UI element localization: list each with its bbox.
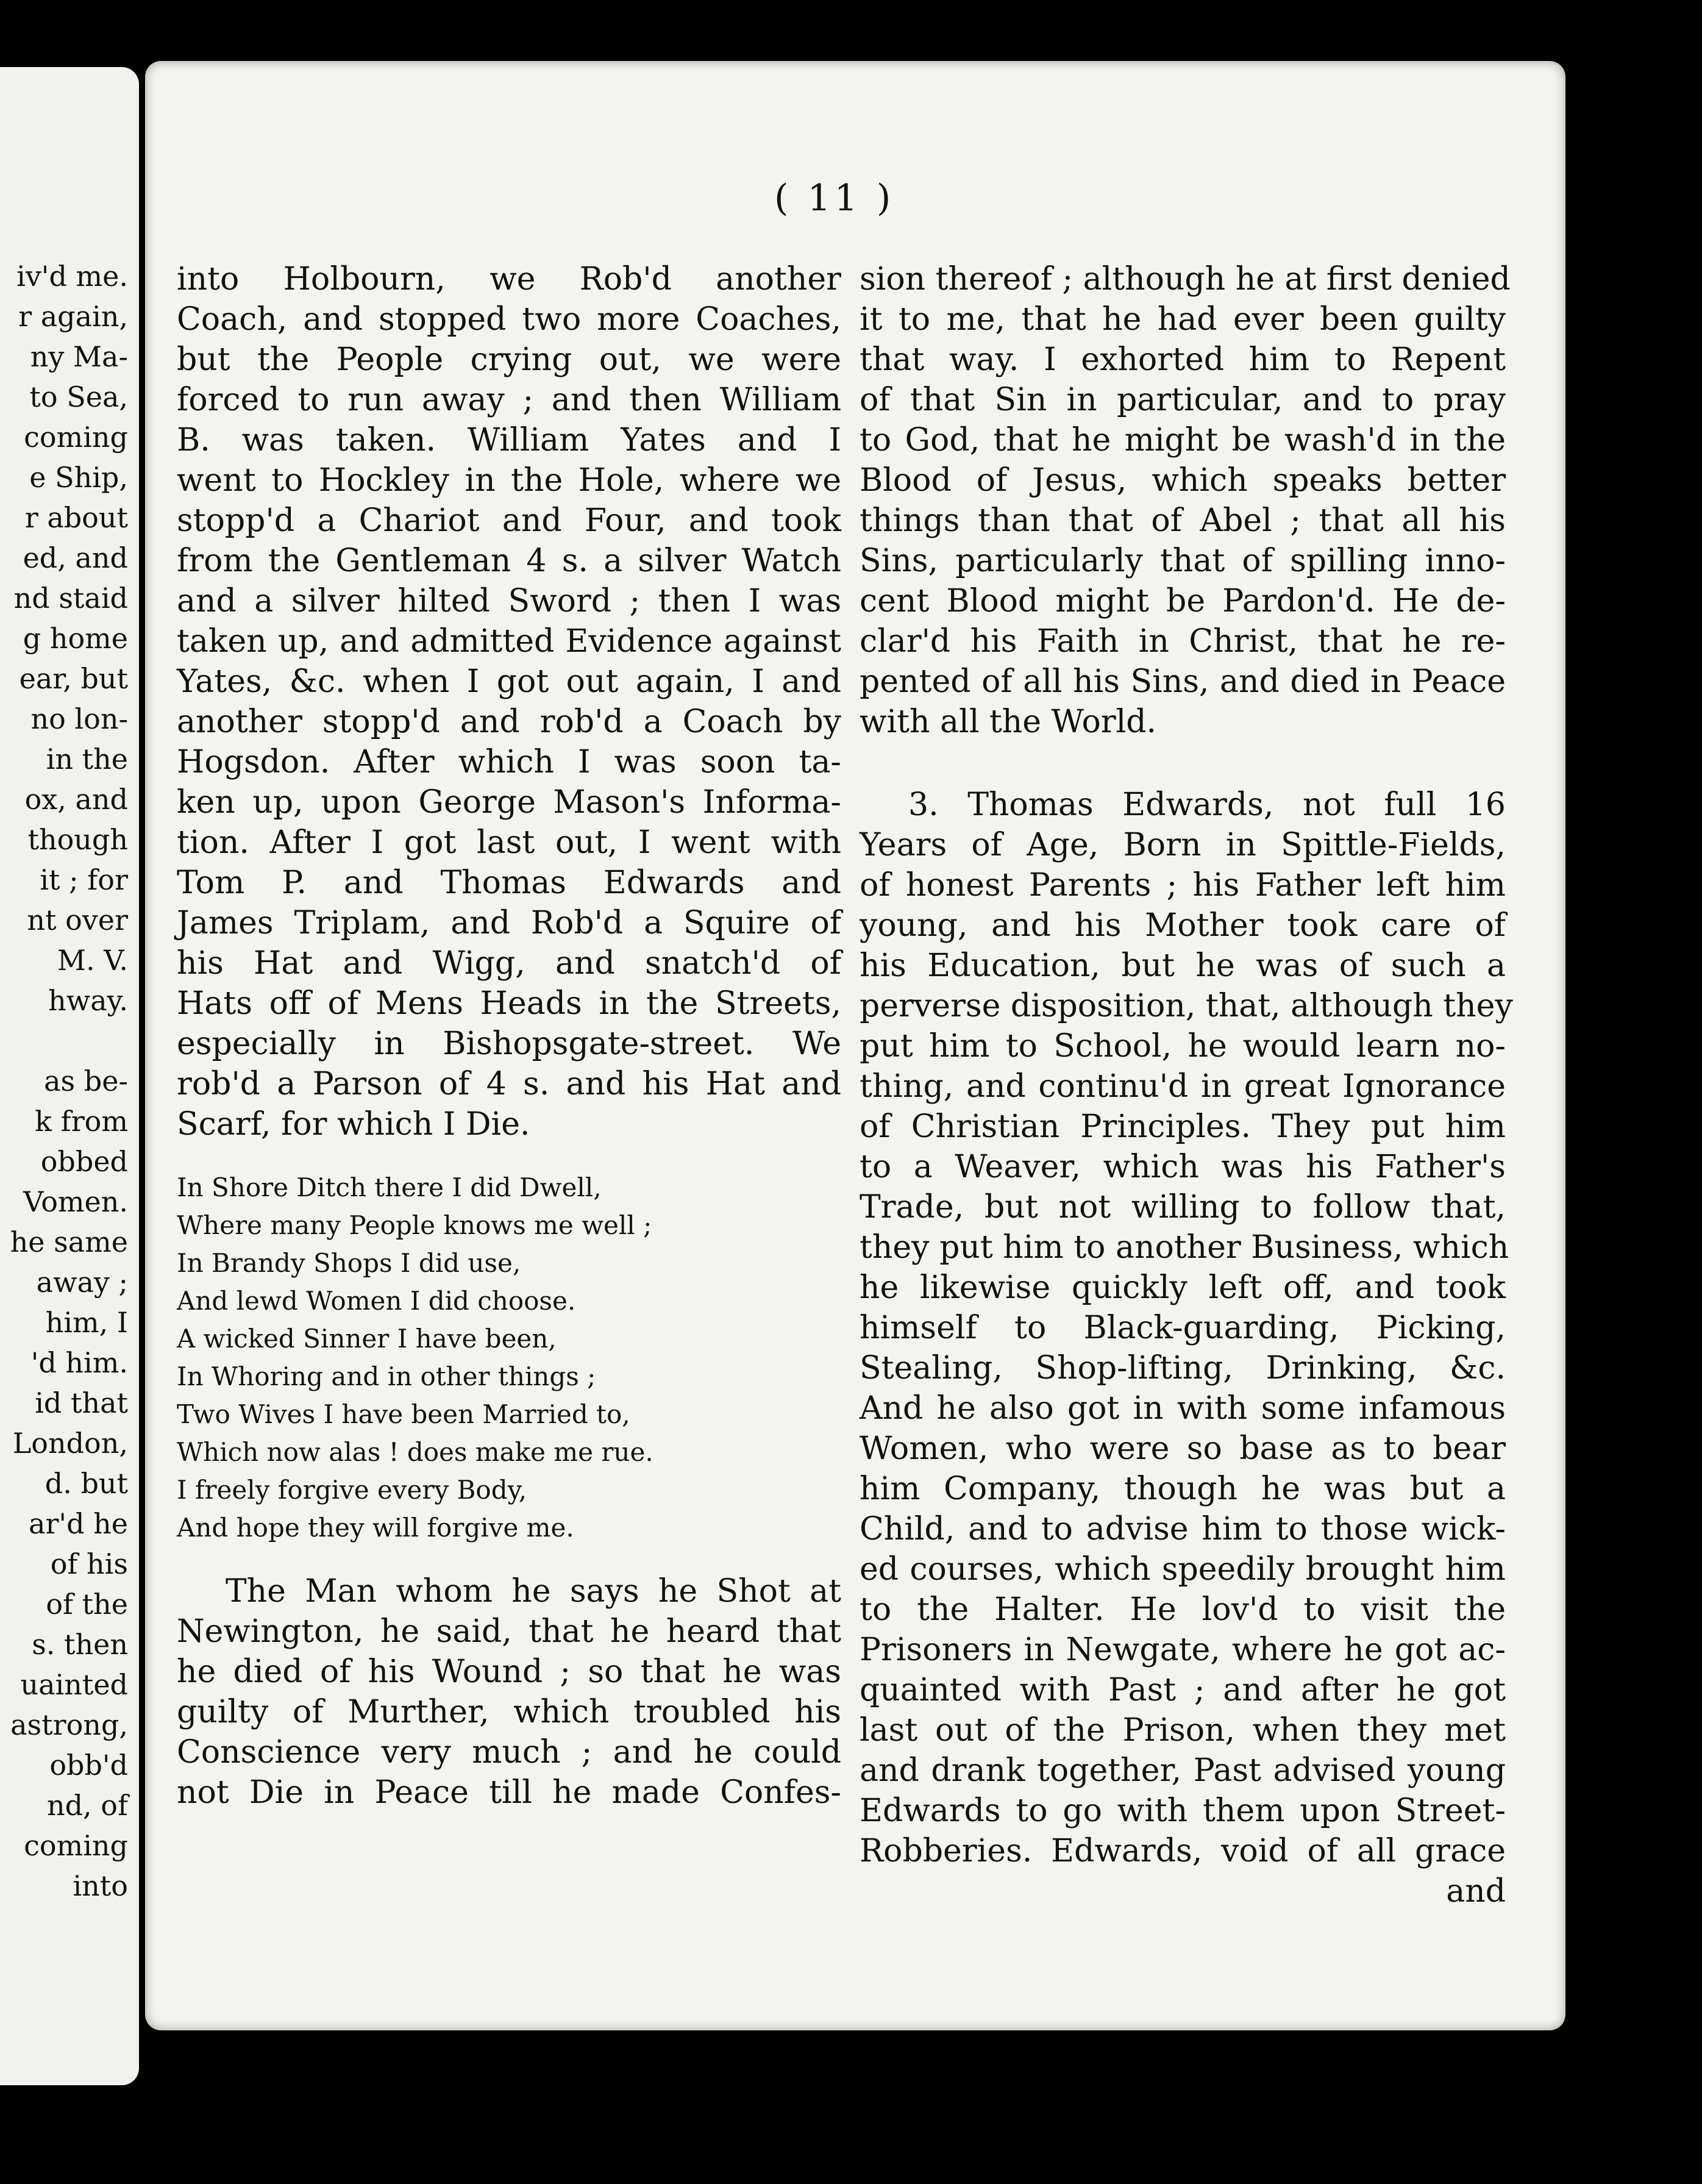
text-line: Yates, &c. when I got out again, I and: [177, 663, 841, 700]
text-line: Newington, he said, that he heard that: [177, 1613, 841, 1650]
facing-page-text: of his: [50, 1547, 128, 1580]
facing-page-text: ny Ma-: [30, 340, 128, 373]
text-line: Trade, but not willing to follow that,: [860, 1189, 1506, 1226]
text-line: rob'd a Parson of 4 s. and his Hat and: [177, 1066, 841, 1102]
facing-page-text: iv'd me.: [16, 260, 128, 293]
text-line: B. was taken. William Yates and I: [177, 422, 841, 459]
right-column: [860, 259, 1513, 1911]
facing-page-text: g home: [23, 622, 128, 655]
text-line: of that Sin in particular, and to pray: [860, 382, 1506, 418]
text-line: forced to run away ; and then William: [177, 382, 841, 418]
verse-line: And hope they will forgive me.: [177, 1513, 574, 1543]
left-prose-1: [177, 259, 841, 1144]
text-line: thing, and continu'd in great Ignorance: [860, 1068, 1506, 1105]
text-line: sion thereof ; although he at first denied: [860, 261, 1511, 298]
facing-page-text: nt over: [27, 904, 128, 937]
verse-line: In Shore Ditch there I did Dwell,: [177, 1172, 602, 1202]
text-line: pented of all his Sins, and died in Peace: [860, 663, 1506, 700]
text-line: Hogsdon. After which I was soon ta-: [177, 744, 841, 780]
text-line: Tom P. and Thomas Edwards and: [177, 865, 841, 901]
text-line: he likewise quickly left off, and took: [860, 1269, 1506, 1306]
text-line: and a silver hilted Sword ; then I was: [177, 583, 841, 619]
facing-page-text: d. but: [45, 1467, 128, 1500]
facing-page-text: hway.: [48, 984, 128, 1017]
facing-page-text: of the: [46, 1588, 128, 1621]
verse-line: Where many People knows me well ;: [177, 1210, 652, 1240]
text-line: Blood of Jesus, which speaks better: [860, 462, 1506, 499]
verse-line: A wicked Sinner I have been,: [177, 1324, 557, 1354]
facing-page-text: r about: [24, 501, 128, 534]
facing-page-text: nd, of: [46, 1789, 128, 1822]
text-line: of honest Parents ; his Father left him: [860, 867, 1506, 904]
text-line: taken up, and admitted Evidence against: [177, 623, 841, 660]
text-line: guilty of Murther, which troubled his: [177, 1694, 841, 1730]
facing-page-text: ar'd he: [29, 1507, 128, 1540]
text-line: they put him to another Business, which: [860, 1229, 1509, 1266]
facing-page-text: e Ship,: [29, 461, 128, 494]
left-prose-2: [177, 1571, 841, 1813]
facing-page-text: to Sea,: [29, 380, 128, 413]
verse-line: In Whoring and in other things ;: [177, 1361, 596, 1391]
text-line: Child, and to advise him to those wick-: [860, 1511, 1506, 1547]
paragraph-gap: [860, 742, 1506, 785]
text-line: went to Hockley in the Hole, where we: [177, 462, 841, 499]
facing-page-text: s. then: [32, 1628, 128, 1661]
text-line: but the People crying out, we were: [177, 341, 841, 378]
text-line: from the Gentleman 4 s. a silver Watch: [177, 543, 841, 579]
facing-page-text: in the: [46, 743, 128, 776]
text-line: young, and his Mother took care of: [860, 907, 1506, 944]
text-line: into Holbourn, we Rob'd another: [177, 261, 841, 298]
facing-page-text: ox, and: [24, 783, 128, 816]
facing-page-text: coming: [24, 1829, 128, 1862]
facing-page-text: into: [73, 1869, 128, 1902]
text-line: to a Weaver, which was his Father's: [860, 1149, 1506, 1185]
verse-block: [177, 1169, 841, 1547]
text-line: James Triplam, and Rob'd a Squire of: [177, 905, 841, 941]
text-line: ken up, upon George Mason's Informa-: [177, 784, 841, 821]
facing-page-text: away ;: [36, 1266, 128, 1299]
right-prose-1: [860, 259, 1511, 742]
text-line: not Die in Peace till he made Confes-: [177, 1774, 841, 1811]
verse-line: Two Wives I have been Married to,: [177, 1399, 630, 1429]
facing-page-text: as be-: [44, 1065, 128, 1097]
facing-page-text: ear, but: [19, 662, 128, 695]
facing-page-text: uainted: [20, 1668, 128, 1701]
text-line: Stealing, Shop-lifting, Drinking, &c.: [860, 1350, 1506, 1386]
verse-line: I freely forgive every Body,: [177, 1475, 527, 1505]
text-line: Women, who were so base as to bear: [860, 1430, 1506, 1467]
text-line: to the Halter. He lov'd to visit the: [860, 1591, 1506, 1628]
text-line: tion. After I got last out, I went with: [177, 824, 841, 861]
verse-line: Which now alas ! does make me rue.: [177, 1437, 653, 1467]
text-line: ed courses, which speedily brought him: [860, 1551, 1506, 1588]
text-line: put him to School, he would learn no-: [860, 1028, 1506, 1065]
verse-line: In Brandy Shops I did use,: [177, 1248, 521, 1278]
text-line: Conscience very much ; and he could: [177, 1734, 841, 1771]
facing-page-text: Vomen.: [23, 1185, 128, 1218]
facing-page-text: he same: [10, 1226, 128, 1258]
facing-page-text: it ; for: [40, 863, 128, 896]
catchword: and: [1446, 1873, 1506, 1910]
facing-page-text: 'd him.: [30, 1346, 128, 1379]
text-line: perverse disposition, that, although they: [860, 988, 1513, 1024]
facing-page-text: no lon-: [30, 702, 128, 735]
text-line: he died of his Wound ; so that he was: [177, 1654, 841, 1690]
text-line: Prisoners in Newgate, where he got ac-: [860, 1632, 1506, 1668]
text-line: another stopp'd and rob'd a Coach by: [177, 704, 841, 740]
facing-page-text: though: [27, 823, 128, 856]
text-line: quainted with Past ; and after he got: [860, 1672, 1506, 1708]
text-line: it to me, that he had ever been guilty: [860, 301, 1506, 338]
facing-page-text: obbed: [40, 1145, 128, 1178]
text-line: clar'd his Faith in Christ, that he re-: [860, 623, 1506, 660]
text-line: with all the World.: [860, 704, 1157, 740]
text-line: And he also got in with some infamous: [860, 1390, 1506, 1427]
text-line: himself to Black-guarding, Picking,: [860, 1310, 1506, 1346]
facing-page-text: nd staid: [13, 582, 128, 615]
text-line: especially in Bishopsgate-street. We: [177, 1026, 841, 1062]
text-line: his Hat and Wigg, and snatch'd of: [177, 945, 841, 982]
text-line: Edwards to go with them upon Street-: [860, 1793, 1506, 1829]
text-line: Sins, particularly that of spilling inno-: [860, 543, 1506, 579]
facing-page-text: him, I: [45, 1306, 128, 1339]
facing-page-text: obb'd: [49, 1749, 128, 1782]
text-line: of Christian Principles. They put him: [860, 1108, 1506, 1145]
left-column: [177, 259, 841, 1813]
text-line: Years of Age, Born in Spittle-Fields,: [860, 827, 1506, 863]
facing-page-text: ed, and: [23, 541, 128, 574]
text-line: stopp'd a Chariot and Four, and took: [177, 502, 841, 539]
facing-page-text: astrong,: [10, 1708, 128, 1741]
text-line: his Education, but he was of such a: [860, 947, 1506, 984]
facing-page-fragment: [0, 67, 139, 2085]
text-line: to God, that he might be wash'd in the: [860, 422, 1506, 459]
text-line: 3. Thomas Edwards, not full 16: [908, 787, 1506, 823]
text-line: last out of the Prison, when they met: [860, 1712, 1506, 1749]
text-line: him Company, though he was but a: [860, 1471, 1506, 1507]
text-line: Hats off of Mens Heads in the Streets,: [177, 985, 841, 1022]
facing-page-text: London,: [12, 1427, 128, 1460]
facing-page-text: r again,: [18, 300, 128, 333]
text-line: and drank together, Past advised young: [860, 1752, 1506, 1789]
facing-page-text: id that: [35, 1386, 128, 1419]
page-number: ( 11 ): [774, 177, 895, 219]
text-line: that way. I exhorted him to Repent: [860, 341, 1506, 378]
text-line: things than that of Abel ; that all his: [860, 502, 1506, 539]
verse-line: And lewd Women I did choose.: [177, 1286, 576, 1316]
text-line: The Man whom he says he Shot at: [226, 1573, 841, 1610]
right-prose-2: [860, 785, 1513, 1871]
facing-page-text: coming: [24, 421, 128, 454]
facing-page-text: M. V.: [57, 944, 128, 977]
text-line: Scarf, for which I Die.: [177, 1106, 530, 1143]
text-line: cent Blood might be Pardon'd. He de-: [860, 583, 1506, 619]
text-line: Coach, and stopped two more Coaches,: [177, 301, 841, 338]
facing-page-text: k from: [35, 1105, 128, 1138]
text-line: Robberies. Edwards, void of all grace: [860, 1833, 1506, 1869]
